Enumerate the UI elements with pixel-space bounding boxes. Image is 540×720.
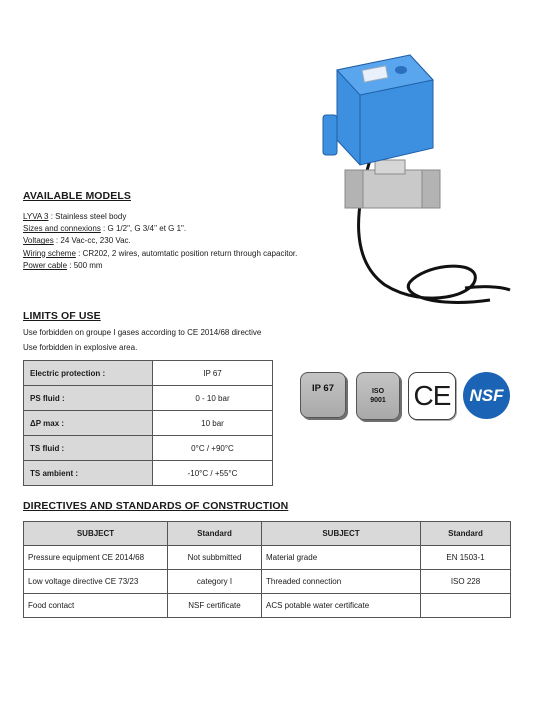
table-cell: Material grade (262, 546, 421, 570)
limits-notes (23, 325, 261, 355)
table-cell: Food contact (24, 594, 168, 618)
table-row (24, 411, 273, 436)
limit-label: ΔP max : (24, 411, 153, 436)
table-cell: ACS potable water certificate (262, 594, 421, 618)
available-models-heading: AVAILABLE MODELS (23, 190, 131, 202)
column-header: SUBJECT (24, 522, 168, 546)
table-cell: ISO 228 (421, 570, 511, 594)
table-row (24, 361, 273, 386)
model-line: Wiring scheme : CR202, 2 wires, automtatic position return through capacitor. (23, 248, 298, 258)
table-row (24, 436, 273, 461)
limits-table (23, 360, 273, 486)
ce-mark-icon: CE (408, 372, 456, 420)
column-header: Standard (168, 522, 262, 546)
model-line: LYVA 3 : Stainless steel body (23, 212, 127, 221)
table-row (24, 386, 273, 411)
directives-heading: DIRECTIVES AND STANDARDS OF CONSTRUCTION (23, 500, 289, 512)
limit-value: IP 67 (153, 361, 273, 386)
table-row (24, 546, 511, 570)
limit-label: PS fluid : (24, 386, 153, 411)
directives-table (23, 521, 511, 618)
available-models-list (23, 211, 297, 272)
table-cell: NSF certificate (168, 594, 262, 618)
table-cell (421, 594, 511, 618)
table-cell: Threaded connection (262, 570, 421, 594)
table-cell: category I (168, 570, 262, 594)
model-line: Sizes and connexions : G 1/2", G 3/4’’ et G 1". (23, 224, 187, 234)
limits-note: Use forbidden on groupe I gases according to CE 2014/68 directive (23, 328, 262, 337)
limit-value: -10°C / +55°C (153, 461, 273, 486)
limit-value: 0°C / +90°C (153, 436, 273, 461)
limit-value: 0 - 10 bar (153, 386, 273, 411)
ip67-badge-icon: IP 67 (300, 372, 346, 418)
table-row (24, 461, 273, 486)
table-row (24, 594, 511, 618)
limit-label: Electric protection : (24, 361, 153, 386)
column-header: SUBJECT (262, 522, 421, 546)
table-cell: Low voltage directive CE 73/23 (24, 570, 168, 594)
model-line: Voltages : 24 Vac-cc, 230 Vac. (23, 236, 131, 246)
iso9001-badge-icon: ISO 9001 (356, 372, 400, 420)
limit-value: 10 bar (153, 411, 273, 436)
limits-of-use-heading: LIMITS OF USE (23, 310, 101, 322)
table-row (24, 570, 511, 594)
table-header-row (24, 522, 511, 546)
limit-label: TS ambient : (24, 461, 153, 486)
product-valve-image (315, 50, 515, 320)
model-line: Power cable : 500 mm (23, 260, 103, 270)
limit-label: TS fluid : (24, 436, 153, 461)
column-header: Standard (421, 522, 511, 546)
table-cell: Not subbmitted (168, 546, 262, 570)
table-cell: EN 1503-1 (421, 546, 511, 570)
nsf-logo-icon: NSF (463, 372, 510, 419)
table-cell: Pressure equipment CE 2014/68 (24, 546, 168, 570)
limits-note: Use forbidden in explosive area. (23, 343, 138, 352)
